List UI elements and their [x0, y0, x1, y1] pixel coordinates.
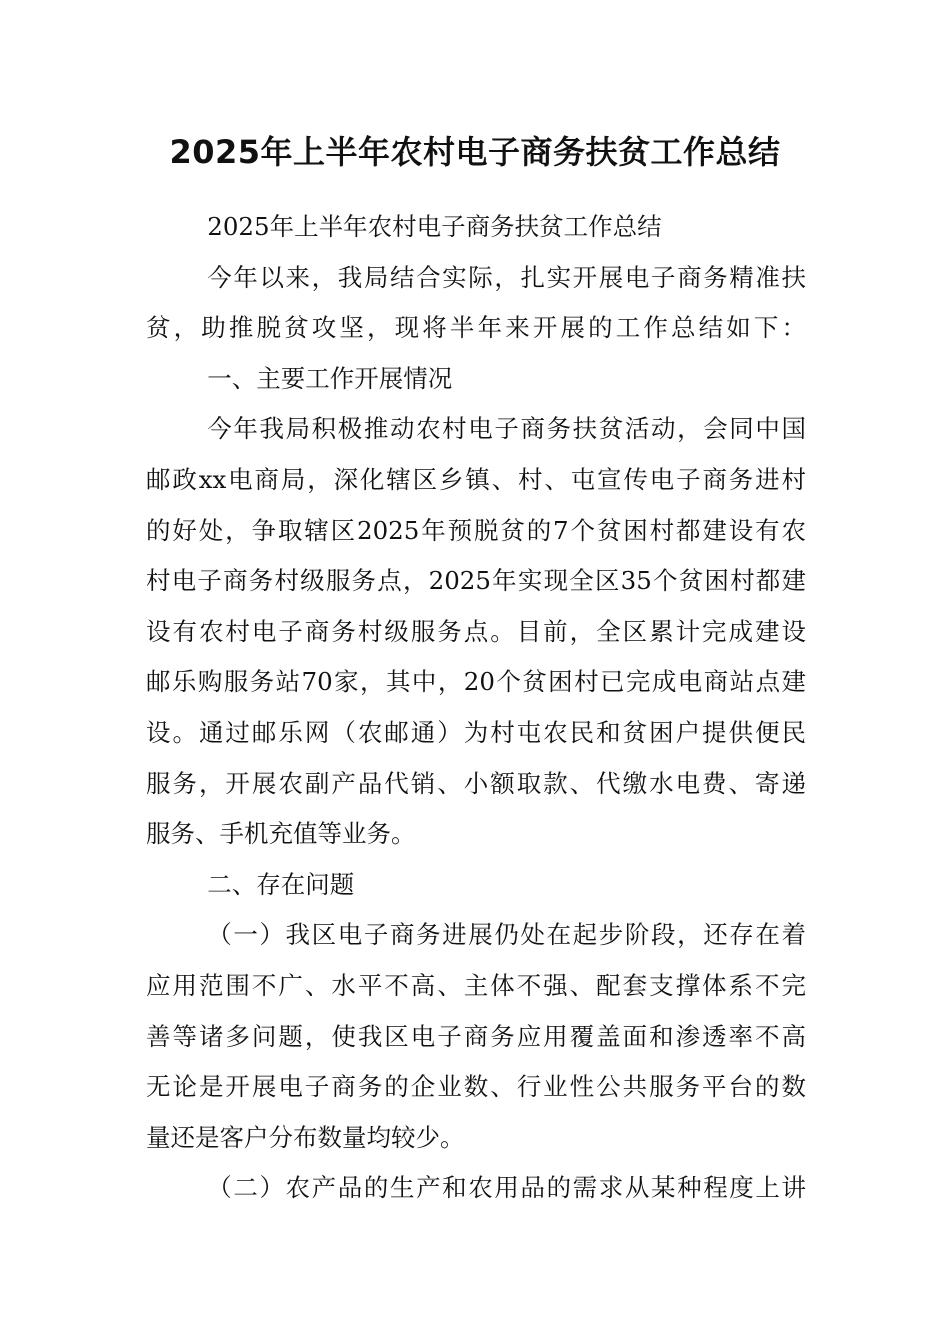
text-line: 善等诸多问题，使我区电子商务应用覆盖面和渗透率不高: [146, 1021, 806, 1051]
problem-2-paragraph: [146, 1163, 806, 1214]
intro-paragraph: [146, 253, 806, 354]
text-line: 应用范围不广、水平不高、主体不强、配套支撑体系不完: [146, 970, 806, 1000]
text-line: 服务、手机充值等业务。: [146, 819, 416, 849]
section-1-paragraph: [146, 404, 806, 859]
text-line: 设。通过邮乐网（农邮通）为村屯农民和贫困户提供便民: [146, 717, 806, 747]
document-body: [146, 202, 806, 1214]
text-line: 邮乐购服务站70家，其中，20个贫困村已完成电商站点建: [146, 667, 806, 697]
document-title: 2025年上半年农村电子商务扶贫工作总结: [169, 133, 781, 171]
text-line: 的好处，争取辖区2025年预脱贫的7个贫困村都建设有农: [146, 515, 806, 545]
section-heading-1: [146, 354, 806, 405]
text-line: 无论是开展电子商务的企业数、行业性公共服务平台的数: [146, 1072, 806, 1102]
text-line: 今年以来，我局结合实际，扎实开展电子商务精准扶: [207, 262, 806, 292]
text-line: 今年我局积极推动农村电子商务扶贫活动，会同中国: [207, 414, 806, 444]
problem-1-paragraph: [146, 910, 806, 1163]
subtitle-line: 2025年上半年农村电子商务扶贫工作总结: [207, 212, 662, 241]
text-line: （一）我区电子商务进展仍处在起步阶段，还存在着: [207, 920, 806, 950]
subtitle-paragraph: [146, 202, 806, 253]
text-line: 服务，开展农副产品代销、小额取款、代缴水电费、寄递: [146, 768, 806, 798]
text-line: 邮政xx电商局，深化辖区乡镇、村、屯宣传电子商务进村: [146, 464, 806, 494]
text-line: （二）农产品的生产和农用品的需求从某种程度上讲: [207, 1173, 806, 1203]
text-line: 贫，助推脱贫攻坚，现将半年来开展的工作总结如下：: [146, 313, 806, 343]
section-heading-2: [146, 860, 806, 911]
text-line: 设有农村电子商务村级服务点。目前，全区累计完成建设: [146, 616, 806, 646]
heading-line: 一、主要工作开展情况: [207, 363, 453, 393]
heading-line: 二、存在问题: [207, 869, 355, 899]
text-line: 量还是客户分布数量均较少。: [146, 1122, 465, 1152]
text-line: 村电子商务村级服务点，2025年实现全区35个贫困村都建: [146, 566, 806, 596]
